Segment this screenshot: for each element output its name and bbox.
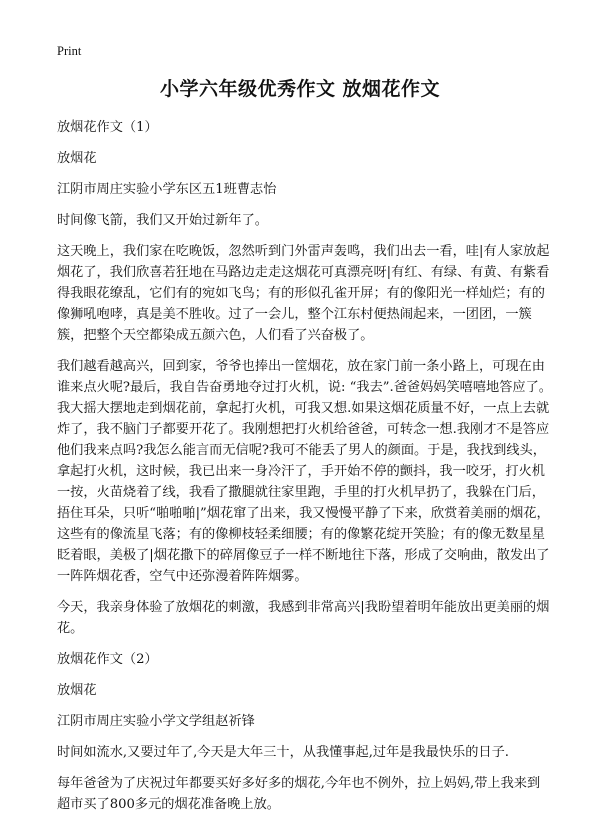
article-body xyxy=(57,117,553,825)
paragraph: 每年爸爸为了庆祝过年都要买好多好多的烟花,今年也不例外，拉上妈妈,带上我来到超市买了800多元的烟花准备晚上放。 xyxy=(57,776,541,812)
paragraph: 今天，我亲身体验了放烟花的刺激，我感到非常高兴|我盼望着明年能放出更美丽的烟花。 xyxy=(57,600,550,636)
paragraph: 时间如流水,又要过年了,今天是大年三十，从我懂事起,过年是我最快乐的日子. xyxy=(57,745,509,760)
paragraph: 这天晚上，我们家在吃晚饭，忽然听到门外雷声轰鸣，我们出去一看，哇|有人家放起烟花了，我们欣喜若狂地在马路边走走这烟花可真漂亮呀|有红、有绿、有黄、有紫看得我眼花缭乱，它们有的宛如飞鸟；有的形似孔雀开屏；有的像阳光一样灿烂；有的像狮吼咆哮，真是美不胜收。过了一会儿，整个江东村便热闹起来，一团团，一簇簇，把整个天空都染成五颜六色，人们看了兴奋极了。 xyxy=(57,244,550,343)
paragraph: 我们越看越高兴，回到家，爷爷也捧出一筐烟花，放在家门前一条小路上，可现在由谁来点火呢?最后，我自告奋勇地夺过打火机，说: “我去”.爸爸妈妈笑嘻嘻地答应了。我大摇大摆地走到烟花前，拿起打火机，可我又想.如果这烟花质量不好，一点上去就炸了，我不脑门子都要开花了。我刚想把打火机给爸爸，可转念一想.我刚才不是答应他们我来点吗?我怎么能言而无信呢?我可不能丢了男人的颜面。于是，我找到线头，拿起打火机，这时候，我已出来一身冷汗了，手开始不停的颤抖，我一咬牙，打火机一按，火苗烧着了线，我看了撒腿就往家里跑，手里的打火机早扔了，我躲在门后，捂住耳朵，只听“啪啪啪|”烟花窜了出来，我又慢慢平静了下来，欣赏着美丽的烟花，这些有的像流星飞落；有的像柳枝轻柔细腰；有的像繁花绽开笑脸；有的像无数星星眨着眼，美极了|烟花撒下的碎屑像豆子一样不断地往下落，形成了交响曲，散发出了一阵阵烟花香，空气中还弥漫着阵阵烟雾。 xyxy=(57,359,552,584)
print-link[interactable]: Print xyxy=(57,44,82,58)
essay-heading-1: 放烟花作文（1） xyxy=(57,120,158,135)
essay-author-1: 江阴市周庄实验小学东区五1班曹志怡 xyxy=(57,182,277,197)
essay-title-1: 放烟花 xyxy=(57,151,97,166)
essay-title-2: 放烟花 xyxy=(57,683,97,698)
paragraph: 时间像飞箭，我们又开始过新年了。 xyxy=(57,213,268,228)
essay-heading-2: 放烟花作文（2） xyxy=(57,652,158,667)
page-title: 小学六年级优秀作文 放烟花作文 xyxy=(159,78,441,100)
essay-author-2: 江阴市周庄实验小学文学组赵祈锋 xyxy=(57,714,255,729)
